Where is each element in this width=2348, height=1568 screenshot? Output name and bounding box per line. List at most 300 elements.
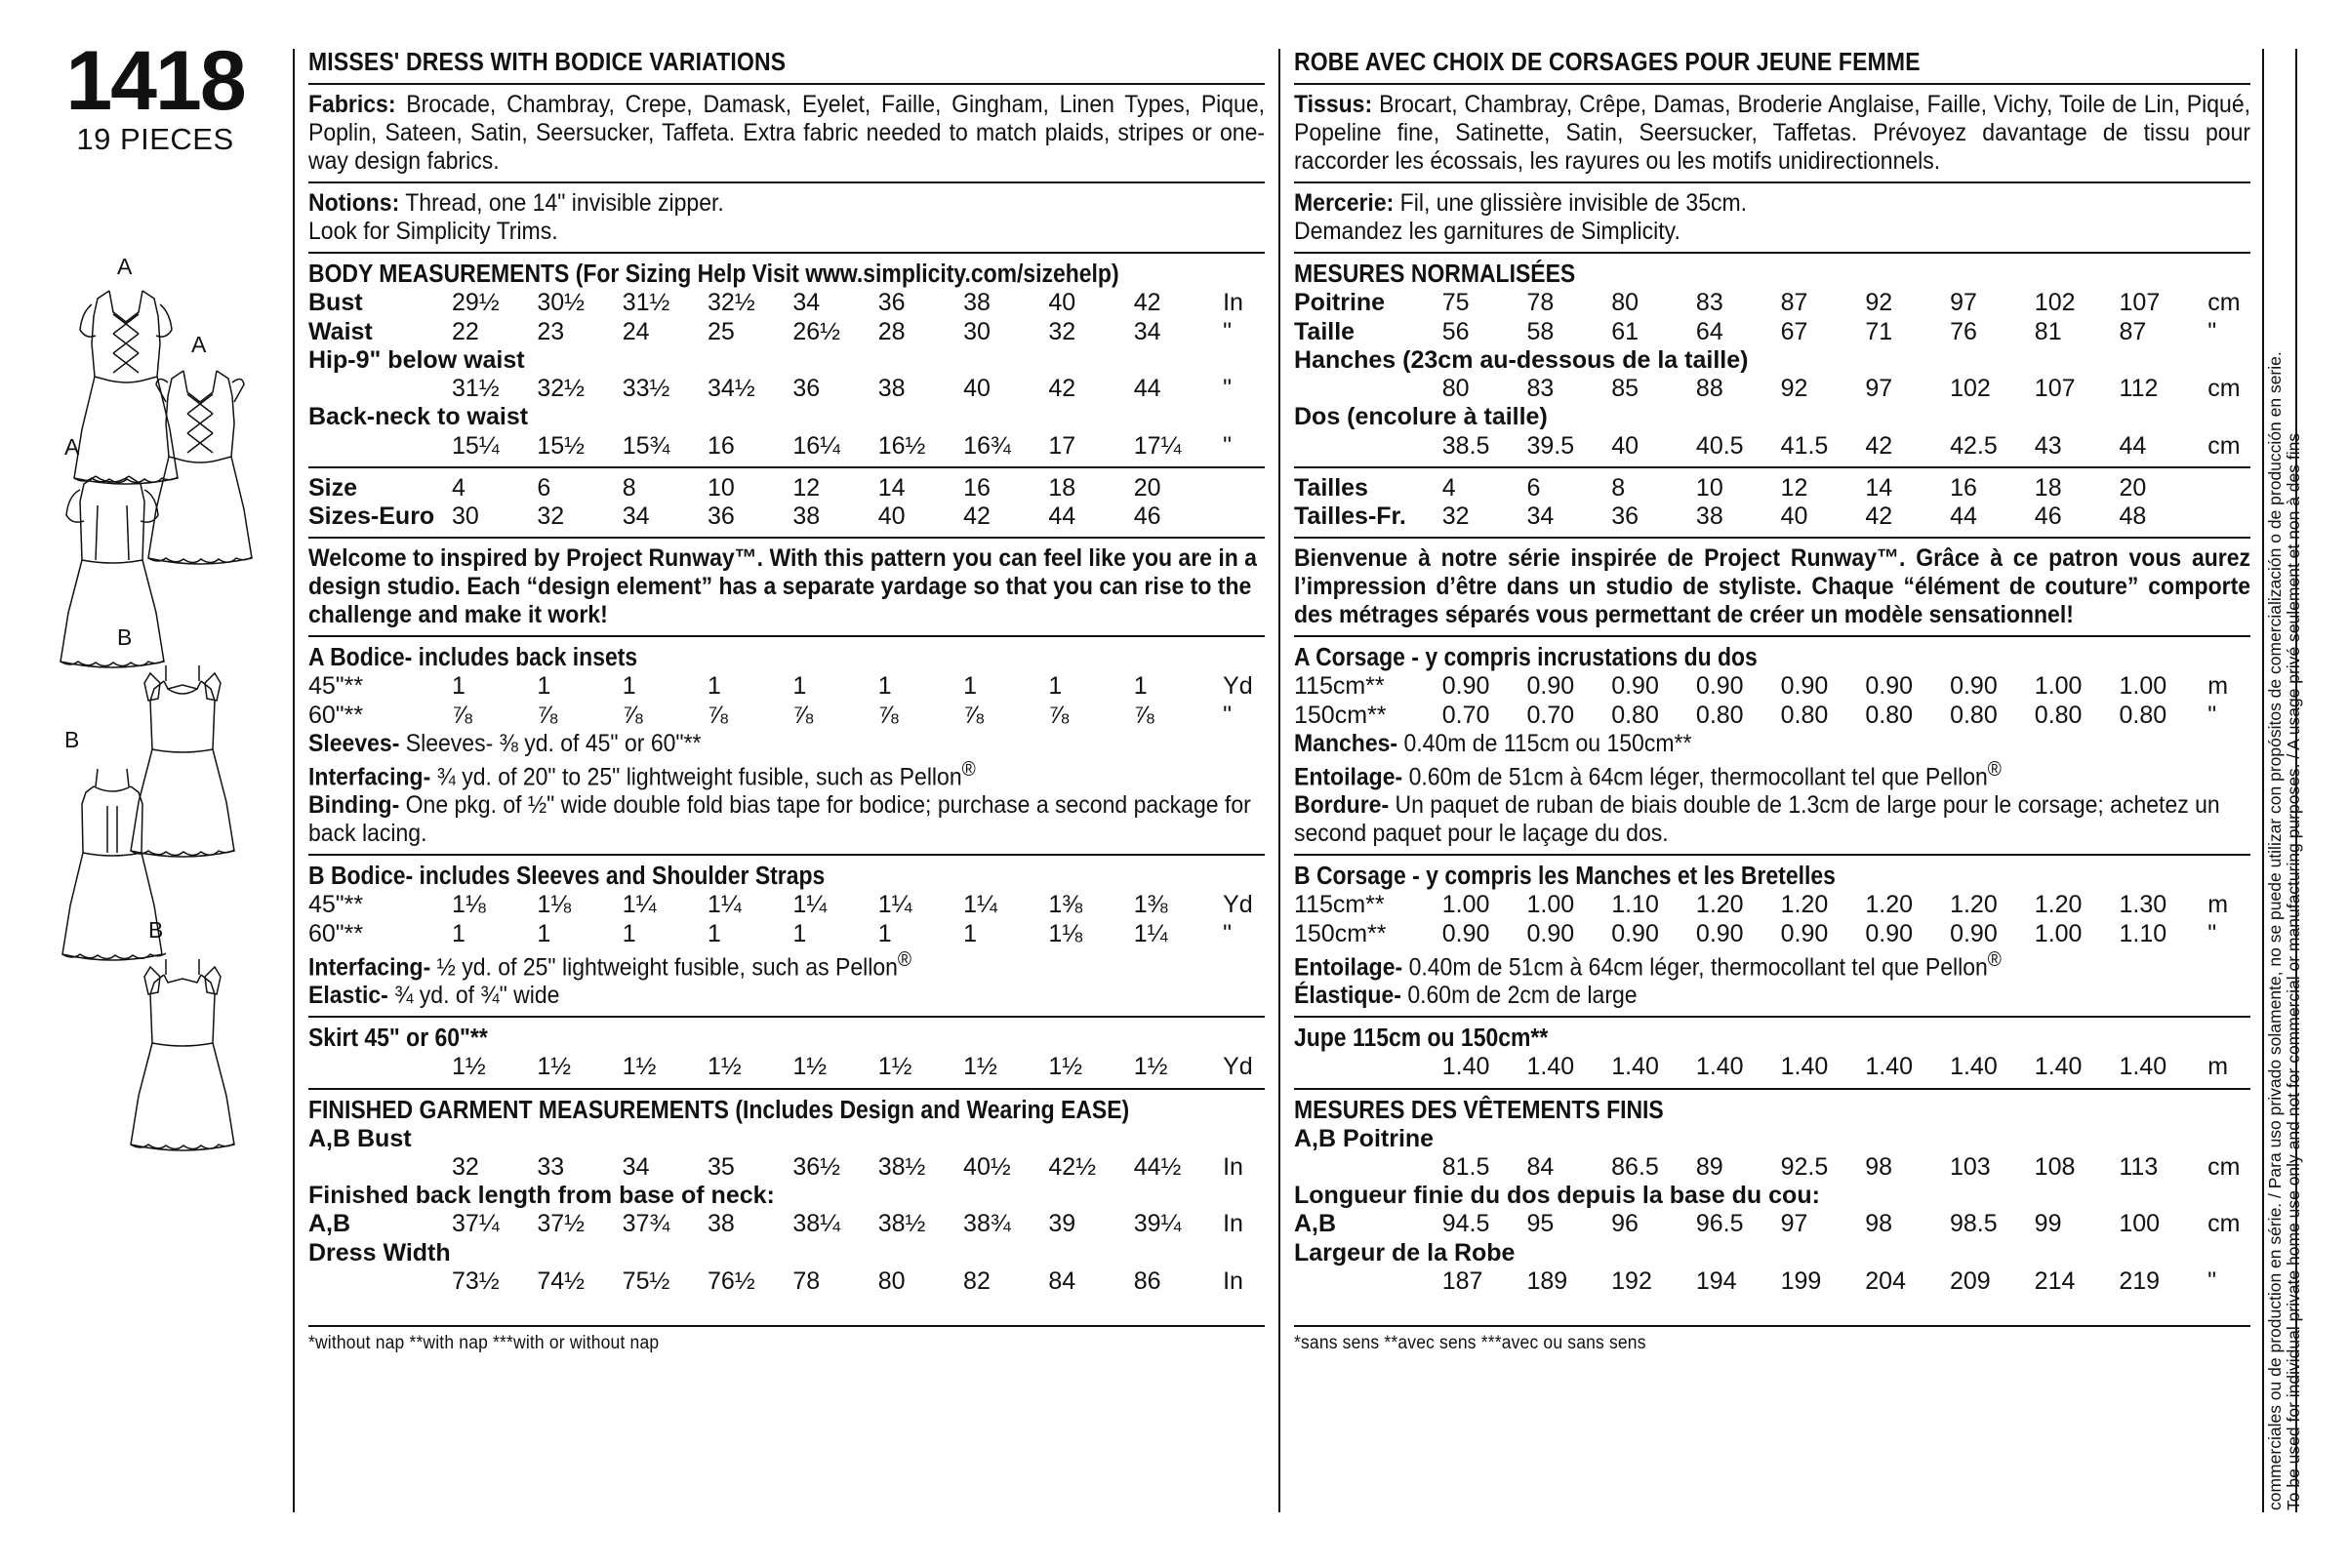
cell: 71 <box>1865 317 1893 345</box>
illustration-label-a2: A <box>191 332 207 357</box>
en-body-measurements-head: BODY MEASUREMENTS (For Sizing Help Visit www.simplicity.com/sizehelp) <box>308 261 1119 289</box>
dresswidth-head: Dress Width <box>308 1238 451 1266</box>
cell: 0.90 <box>1526 672 1575 701</box>
row-unit: " <box>1223 431 1232 460</box>
cell: 15½ <box>537 431 586 460</box>
cell: 39 <box>1048 1210 1076 1238</box>
fr-skirt-yardage <box>1294 1053 2250 1081</box>
en-a-binding <box>308 791 1265 848</box>
en-fabrics-text: Brocade, Chambray, Crepe, Damask, Eyelet, Faille, Gingham, Linen Types, Pique, Poplin, Sateen, Satin, Seersucker, Taffeta. Extra fabric needed to match plaids, stripes or one-way design fabrics. <box>308 91 1266 176</box>
table-row <box>308 1182 1265 1210</box>
en-b-interfacing-label: Interfacing- <box>308 953 431 982</box>
cell: 42 <box>1048 375 1076 403</box>
cell: 0.90 <box>1611 672 1659 701</box>
cell: 38 <box>877 375 906 403</box>
row-unit: m <box>2207 1053 2229 1081</box>
garment-illustrations <box>20 234 283 1522</box>
dresswidth-head: Largeur de la Robe <box>1294 1238 1516 1266</box>
cell: 43 <box>2034 431 2062 460</box>
legal-notice-sidebar <box>2262 49 2303 1512</box>
fr-finished-table <box>1294 1125 2250 1297</box>
cell: 1 <box>452 919 466 947</box>
cell: 85 <box>1611 375 1640 403</box>
fr-a-interfacing-text: 0.60m de 51cm à 64cm léger, thermocollant tel que Pellon <box>1408 763 1988 791</box>
table-row <box>1294 1125 2250 1153</box>
table-row <box>308 503 1265 531</box>
en-notions-line2: Look for Simplicity Trims. <box>308 218 558 246</box>
fr-fabrics <box>1294 91 2250 176</box>
cell: 0.90 <box>1865 672 1914 701</box>
cell: 38 <box>963 289 991 317</box>
cell: 80 <box>1611 289 1640 317</box>
cell: 1.40 <box>1865 1053 1914 1081</box>
en-notions-text: Thread, one 14" invisible zipper. <box>405 189 724 218</box>
cell: 10 <box>1695 473 1723 502</box>
cell: 34 <box>1526 503 1555 531</box>
row-unit: " <box>1223 701 1232 729</box>
cell: 42½ <box>1048 1152 1097 1181</box>
rule <box>308 537 1265 539</box>
cell: 204 <box>1865 1266 1906 1295</box>
pattern-number: 1418 <box>65 34 245 128</box>
cell: 75½ <box>622 1266 670 1295</box>
table-row <box>1294 375 2250 403</box>
registered-mark: ® <box>897 947 912 971</box>
cell: 1.40 <box>2119 1053 2167 1081</box>
cell: 78 <box>792 1266 821 1295</box>
en-fabrics-label: Fabrics: <box>308 91 396 119</box>
illustration-label-b1: B <box>117 624 133 650</box>
fr-body-measurements-table <box>1294 289 2250 461</box>
cell: 113 <box>2119 1152 2159 1181</box>
row-unit: Yd <box>1223 1053 1253 1081</box>
cell: 18 <box>2034 473 2062 502</box>
cell: 96 <box>1611 1210 1639 1238</box>
cell: 1 <box>1048 672 1063 701</box>
rule <box>1294 1325 2250 1327</box>
row-label: Size <box>308 473 358 502</box>
rule <box>308 252 1265 254</box>
cell: 16 <box>708 431 735 460</box>
backneck-head: Dos (encolure à taille) <box>1294 403 1548 431</box>
cell: 1.40 <box>1695 1053 1744 1081</box>
cell: ⅞ <box>792 701 814 729</box>
legal-line-1: To be used for individual private home use only and not for commercial or manufacturing purposes. / A usage privé seulement et non à des fins <box>2284 432 2303 1510</box>
ab-bust-head: A,B Bust <box>308 1124 412 1152</box>
cell: 86.5 <box>1611 1152 1659 1181</box>
cell: 103 <box>1949 1152 1991 1181</box>
fr-a-interfacing <box>1294 758 2250 791</box>
cell: 38 <box>792 503 821 531</box>
en-b-interfacing <box>308 948 1265 982</box>
illustration-label-a1: A <box>117 254 133 279</box>
cell: 20 <box>1133 473 1161 502</box>
cell: 1 <box>708 672 721 701</box>
cell: 98.5 <box>1949 1210 1998 1238</box>
cell: 107 <box>2119 289 2161 317</box>
cell: 64 <box>1695 317 1723 345</box>
en-a-interfacing-label: Interfacing- <box>308 763 431 791</box>
rule <box>308 1325 1265 1327</box>
cell: 30 <box>452 503 479 531</box>
cell: 1.20 <box>1950 891 1998 919</box>
row-unit: cm <box>2207 431 2241 460</box>
cell: 1 <box>877 672 892 701</box>
cell: 1 <box>622 672 636 701</box>
en-notions-label: Notions: <box>308 189 400 218</box>
cell: 14 <box>1865 473 1893 502</box>
cell: 1.40 <box>1780 1053 1829 1081</box>
row-unit: In <box>1223 1152 1243 1181</box>
cell: 74½ <box>537 1266 585 1295</box>
cell: 102 <box>1950 375 1991 403</box>
table-row <box>1294 1239 2250 1267</box>
cell: 18 <box>1048 473 1076 502</box>
cell: 1.40 <box>1950 1053 1998 1081</box>
cell: 1 <box>537 672 551 701</box>
cell: 94.5 <box>1441 1210 1490 1238</box>
cell: 0.70 <box>1526 701 1575 729</box>
cell: 1¼ <box>708 891 742 919</box>
cell: 1⅛ <box>452 891 486 919</box>
table-row <box>308 702 1265 730</box>
row-label: 45"** <box>308 891 364 919</box>
cell: 16 <box>963 473 991 502</box>
table-row <box>308 346 1265 375</box>
rule <box>1294 466 2250 468</box>
rule <box>308 466 1265 468</box>
en-b-elastic-label: Elastic- <box>308 982 388 1010</box>
illustration-label-b3: B <box>148 917 164 943</box>
row-label: 150cm** <box>1294 919 1387 947</box>
fr-b-elastic-label: Élastique- <box>1294 982 1401 1010</box>
cell: 32 <box>1441 503 1470 531</box>
cell: 34 <box>622 503 650 531</box>
cell: 0.90 <box>1695 672 1744 701</box>
cell: 32 <box>537 503 565 531</box>
cell: 107 <box>2034 375 2076 403</box>
en-a-sleeves <box>308 730 1265 758</box>
cell: 1¼ <box>1133 919 1168 947</box>
en-finished-table <box>308 1125 1265 1297</box>
cell: 1.20 <box>1780 891 1829 919</box>
cell: 34 <box>622 1152 650 1181</box>
cell: 0.90 <box>1865 919 1914 947</box>
cell: 0.80 <box>1780 701 1829 729</box>
rule <box>308 181 1265 183</box>
fr-welcome-text: Bienvenue à notre série inspirée de Project Runway™. Grâce à ce patron vous aurez l’impression d’être dans un studio de styliste. Chaque “élément de couture” comporte des métrages séparés vous permettant de créer un modèle sensationnel! <box>1294 544 2251 629</box>
cell: 36 <box>792 375 821 403</box>
cell: 0.90 <box>1780 672 1829 701</box>
cell: ⅞ <box>963 701 984 729</box>
table-row <box>308 920 1265 948</box>
registered-mark: ® <box>1987 947 2002 971</box>
cell: 187 <box>1441 1266 1483 1295</box>
cell: 1½ <box>1133 1053 1168 1081</box>
cell: 38 <box>708 1210 735 1238</box>
row-unit: " <box>2207 701 2217 729</box>
rule <box>1294 181 2250 183</box>
row-unit: In <box>1223 289 1243 317</box>
row-label: A,B <box>308 1210 351 1238</box>
fr-a-bodice-head: A Corsage - y compris incrustations du dos <box>1294 644 1758 672</box>
table-row <box>1294 920 2250 948</box>
cell: 0.90 <box>1780 919 1829 947</box>
cell: 1.40 <box>1526 1053 1575 1081</box>
cell: 1 <box>963 919 977 947</box>
cell: 23 <box>537 317 565 345</box>
cell: 1⅛ <box>537 891 572 919</box>
cell: 1.00 <box>1526 891 1575 919</box>
cell: ⅞ <box>452 701 472 729</box>
cell: 92 <box>1865 289 1893 317</box>
en-footnote: *without nap **with nap ***with or without nap <box>308 1333 660 1354</box>
rule <box>308 854 1265 856</box>
fr-notions-line2: Demandez les garnitures de Simplicity. <box>1294 218 1680 246</box>
cell: ⅞ <box>1133 701 1154 729</box>
en-finished-head: FINISHED GARMENT MEASUREMENTS (Includes Design and Wearing EASE) <box>308 1096 1130 1124</box>
illustration-view-a-3 <box>39 466 185 676</box>
en-a-sleeves-label: Sleeves- <box>308 729 400 757</box>
row-unit: m <box>2207 891 2229 919</box>
row-label: Tailles-Fr. <box>1294 503 1406 531</box>
cell: 1.00 <box>2034 919 2083 947</box>
rule <box>308 635 1265 637</box>
table-row <box>1294 474 2250 503</box>
row-unit: Yd <box>1223 891 1253 919</box>
en-title: MISSES' DRESS WITH BODICE VARIATIONS <box>308 49 787 76</box>
cell: 1½ <box>622 1053 657 1081</box>
column-divider-2 <box>1278 49 1280 1512</box>
cell: 73½ <box>451 1266 500 1295</box>
row-label: 115cm** <box>1294 891 1385 919</box>
cell: 6 <box>537 473 551 502</box>
cell: 1¼ <box>792 891 828 919</box>
cell: 194 <box>1695 1266 1737 1295</box>
fr-b-interfacing-text: 0.40m de 51cm à 64cm léger, thermocollant tel que Pellon <box>1408 953 1988 982</box>
row-unit: Yd <box>1223 672 1253 701</box>
cell: 1 <box>708 919 721 947</box>
cell: 1.40 <box>1611 1053 1659 1081</box>
cell: 24 <box>622 317 650 345</box>
fr-a-interfacing-label: Entoilage- <box>1294 763 1403 791</box>
cell: 36 <box>1611 503 1640 531</box>
fr-title: ROBE AVEC CHOIX DE CORSAGES POUR JEUNE FEMME <box>1294 49 1921 76</box>
cell: 14 <box>877 473 906 502</box>
fr-a-sleeves <box>1294 730 2250 758</box>
cell: 81.5 <box>1441 1152 1490 1181</box>
cell: 40 <box>877 503 906 531</box>
cell: 37½ <box>537 1210 585 1238</box>
fr-a-sleeves-label: Manches- <box>1294 729 1398 757</box>
cell: 17¼ <box>1133 431 1182 460</box>
cell: 78 <box>1526 289 1555 317</box>
en-b-elastic-text: ¾ yd. of ¾" wide <box>394 982 560 1010</box>
fr-b-interfacing-label: Entoilage- <box>1294 953 1403 982</box>
cell: 42 <box>963 503 991 531</box>
en-a-interfacing <box>308 758 1265 791</box>
cell: 108 <box>2034 1152 2076 1181</box>
cell: 82 <box>963 1266 991 1295</box>
rule <box>1294 1088 2250 1090</box>
rule <box>308 1088 1265 1090</box>
en-a-interfacing-text: ¾ yd. of 20" to 25" lightweight fusible, such as Pellon <box>436 763 962 791</box>
cell: 1¼ <box>877 891 912 919</box>
backlen-head: Finished back length from base of neck: <box>308 1182 775 1210</box>
table-row <box>308 403 1265 431</box>
table-row <box>308 1267 1265 1296</box>
cell: 88 <box>1695 375 1723 403</box>
cell: 0.80 <box>2034 701 2083 729</box>
pattern-number-block <box>33 34 277 157</box>
cell: 83 <box>1695 289 1723 317</box>
cell: 15¾ <box>622 431 670 460</box>
cell: 4 <box>1441 473 1456 502</box>
table-row <box>1294 1267 2250 1296</box>
cell: 1 <box>537 919 551 947</box>
cell: 34 <box>1133 317 1161 345</box>
cell: 80 <box>1441 375 1470 403</box>
cell: 20 <box>2119 473 2147 502</box>
cell: 1.10 <box>1611 891 1659 919</box>
cell: 97 <box>1780 1210 1808 1238</box>
table-row <box>1294 403 2250 431</box>
cell: 0.90 <box>1950 672 1998 701</box>
en-a-bodice-head: A Bodice- includes back insets <box>308 644 638 672</box>
cell: 37¾ <box>622 1210 670 1238</box>
table-row <box>308 1125 1265 1153</box>
cell: 1.20 <box>1865 891 1914 919</box>
cell: 28 <box>877 317 906 345</box>
table-row <box>308 1239 1265 1267</box>
fr-b-elastic-text: 0.60m de 2cm de large <box>1407 982 1638 1010</box>
cell: 92.5 <box>1780 1152 1829 1181</box>
cell: 1 <box>622 919 636 947</box>
cell: 35 <box>708 1152 735 1181</box>
row-label: Waist <box>308 317 373 345</box>
cell: 1 <box>963 672 977 701</box>
en-body-measurements-table <box>308 289 1265 461</box>
cell: 1½ <box>1048 1053 1083 1081</box>
cell: 1 <box>1133 672 1148 701</box>
cell: 0.80 <box>1865 701 1914 729</box>
cell: 112 <box>2119 375 2159 403</box>
cell: 92 <box>1780 375 1808 403</box>
cell: 36 <box>877 289 906 317</box>
cell: 4 <box>452 473 466 502</box>
table-row <box>308 891 1265 919</box>
cell: 84 <box>1526 1152 1555 1181</box>
cell: 38½ <box>877 1210 926 1238</box>
en-a-sleeves-text: Sleeves- ⅜ yd. of 45" or 60"** <box>405 729 702 757</box>
cell: 32 <box>451 1152 479 1181</box>
en-b-elastic <box>308 982 1265 1010</box>
cell: 1½ <box>963 1053 997 1081</box>
cell: 40 <box>1048 289 1076 317</box>
en-a-bodice-yardage <box>308 672 1265 730</box>
fr-a-binding <box>1294 791 2250 848</box>
fr-skirt-head: Jupe 115cm ou 150cm** <box>1294 1025 1549 1053</box>
rule <box>1294 854 2250 856</box>
cell: 1½ <box>708 1053 742 1081</box>
cell: 209 <box>1949 1266 1991 1295</box>
rule <box>1294 537 2250 539</box>
table-row <box>1294 702 2250 730</box>
hip-head: Hip-9" below waist <box>308 345 525 374</box>
cell: 89 <box>1695 1152 1723 1181</box>
cell: ⅞ <box>537 701 558 729</box>
fr-finished-head: MESURES DES VÊTEMENTS FINIS <box>1294 1096 1664 1124</box>
cell: 76 <box>1950 317 1977 345</box>
cell: 10 <box>708 473 735 502</box>
fr-fabrics-text: Brocart, Chambray, Crêpe, Damas, Broderie Anglaise, Faille, Vichy, Toile de Lin, Piqué, Popeline fine, Satinette, Satin, Seersucker, Taffetas. Prévoyez davantage de tissu pour raccorder les écossais, les rayures ou les motifs unidirectionnels. <box>1294 91 2251 176</box>
row-label: Tailles <box>1294 473 1368 502</box>
cell: 12 <box>1780 473 1808 502</box>
cell: 39.5 <box>1526 431 1575 460</box>
cell: 39¼ <box>1133 1210 1182 1238</box>
cell: 44½ <box>1133 1152 1182 1181</box>
cell: 1¼ <box>622 891 657 919</box>
cell: 44 <box>1950 503 1977 531</box>
cell: 192 <box>1611 1266 1652 1295</box>
cell: 6 <box>1526 473 1541 502</box>
en-notions <box>308 189 1265 218</box>
cell: 22 <box>452 317 479 345</box>
cell: ⅞ <box>1048 701 1070 729</box>
en-b-bodice-head: B Bodice- includes Sleeves and Shoulder Straps <box>308 863 826 891</box>
en-b-bodice-yardage <box>308 891 1265 948</box>
row-unit: cm <box>2207 1152 2241 1181</box>
french-column <box>1294 49 2250 1354</box>
hip-head: Hanches (23cm au-dessous de la taille) <box>1294 345 1749 374</box>
fr-size-table <box>1294 474 2250 532</box>
en-welcome-text: Welcome to inspired by Project Runway™. With this pattern you can feel like you are in a design studio. Each “design element” has a separate yardage so that you can rise to the challenge and make it work! <box>308 544 1257 629</box>
cell: 0.80 <box>2119 701 2167 729</box>
cell: 87 <box>2119 317 2147 345</box>
cell: 219 <box>2119 1266 2161 1295</box>
cell: 42 <box>1865 503 1893 531</box>
cell: ⅞ <box>622 701 643 729</box>
legal-line-2: commerciales ou de production en série. / Para uso privado solamente, no se puede utilizar con propósitos de comercialización o de producción en serie. <box>2265 351 2285 1510</box>
cell: 44 <box>2119 431 2147 460</box>
cell: 36½ <box>792 1152 841 1181</box>
cell: 8 <box>1611 473 1626 502</box>
cell: 97 <box>1865 375 1893 403</box>
row-unit: cm <box>2207 289 2241 317</box>
table-row <box>1294 891 2250 919</box>
cell: 34½ <box>708 375 755 403</box>
rule <box>1294 635 2250 637</box>
cell: 98 <box>1865 1210 1893 1238</box>
cell: 30½ <box>537 289 586 317</box>
cell: 40½ <box>963 1152 1011 1181</box>
cell: 29½ <box>452 289 500 317</box>
cell: 1 <box>792 672 807 701</box>
cell: 33 <box>537 1152 565 1181</box>
row-unit: " <box>2207 919 2217 947</box>
cell: 58 <box>1526 317 1555 345</box>
rule <box>1294 252 2250 254</box>
cell: 33½ <box>622 375 670 403</box>
illustration-view-b-2 <box>39 759 185 969</box>
cell: 1.40 <box>1441 1053 1490 1081</box>
rule <box>308 83 1265 85</box>
table-row <box>308 289 1265 317</box>
fr-b-interfacing <box>1294 948 2250 982</box>
cell: ⅞ <box>708 701 728 729</box>
row-label: Taille <box>1294 317 1356 345</box>
cell: 81 <box>2034 317 2062 345</box>
